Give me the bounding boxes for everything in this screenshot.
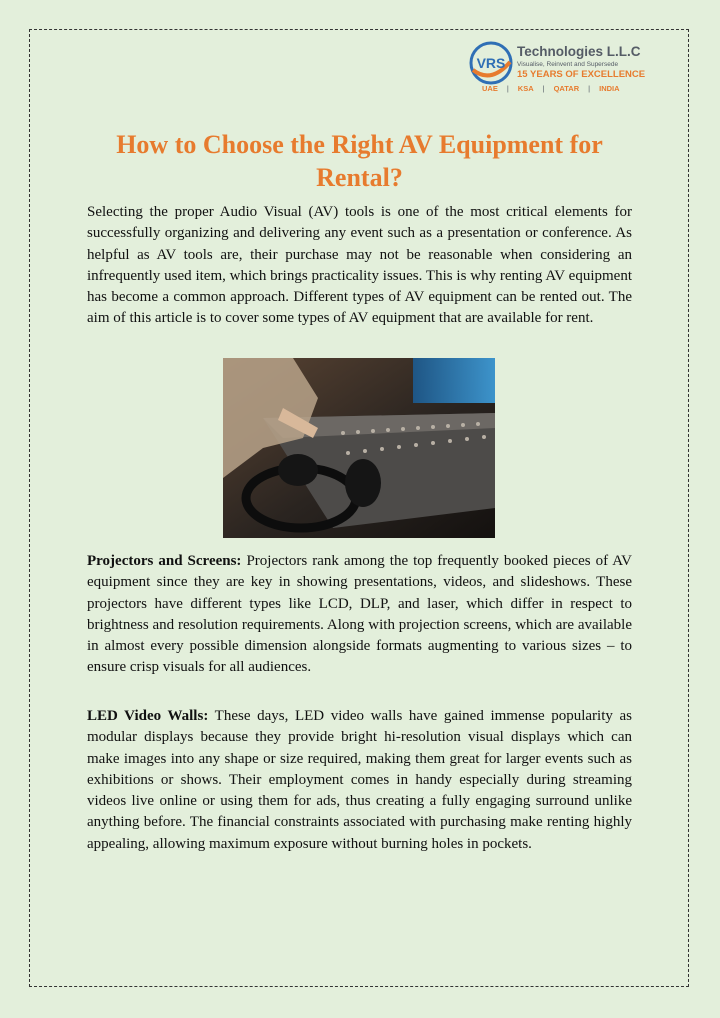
- region-separator: |: [542, 84, 545, 93]
- region-separator: |: [588, 84, 591, 93]
- article-title: How to Choose the Right AV Equipment for Rental?: [116, 130, 603, 192]
- led-walls-heading: LED Video Walls:: [87, 708, 209, 724]
- region-india: INDIA: [599, 84, 620, 93]
- region-qatar: QATAR: [553, 84, 580, 93]
- vrs-globe-icon: [468, 40, 514, 86]
- region-separator: |: [506, 84, 509, 93]
- intro-paragraph: Selecting the proper Audio Visual (AV) tools is one of the most critical elements for successfully organizing and delivering any event such as a presentation or conference. As helpful as AV tools are, their purchase may not be reasonable when considering an infrequently used item, which brings practicality issues. This is why renting AV equipment has become a common approach. Different types of AV equipment can be rented out. The aim of this article is to cover some types of AV equipment that are available for rent.: [87, 204, 632, 327]
- logo-years: 15 YEARS OF EXCELLENCE: [517, 69, 646, 80]
- region-ksa: KSA: [517, 84, 534, 93]
- led-walls-paragraph: [87, 706, 632, 855]
- logo-tagline: Visualise, Reinvent and Supersede: [517, 61, 619, 68]
- logo-mark-text: VRS: [476, 55, 506, 71]
- projectors-heading: Projectors and Screens:: [87, 553, 242, 569]
- led-walls-body: These days, LED video walls have gained immense popularity as modular displays because they provide bright hi-resolution visual displays which can make images into any shape or size required, making them great for larger events such as exhibitions or shows. Their employment comes in handy especially during streaming videos live online or using them for ads, thus creating a fully engaging surround unlike anything before. The financial constraints associated with purchasing make renting highly appealing, allowing maximum exposure without burning holes in pockets.: [87, 708, 632, 852]
- region-uae: UAE: [482, 84, 498, 93]
- projectors-paragraph: [87, 551, 632, 679]
- logo-regions: [482, 84, 620, 93]
- audio-mixer-photo: [223, 358, 495, 538]
- projectors-body: Projectors rank among the top frequently booked pieces of AV equipment since they are key in showing presentations, videos, and slideshows. These projectors have different types like LCD, DLP, and laser, which differ in respect to brightness and resolution requirements. Along with projection screens, which are available in almost every possible dimension alongside formats augmenting to various sizes – to ensure crisp visuals for all audiences.: [87, 553, 632, 676]
- company-logo: [468, 40, 646, 100]
- logo-company-name: Technologies L.L.C: [517, 44, 641, 59]
